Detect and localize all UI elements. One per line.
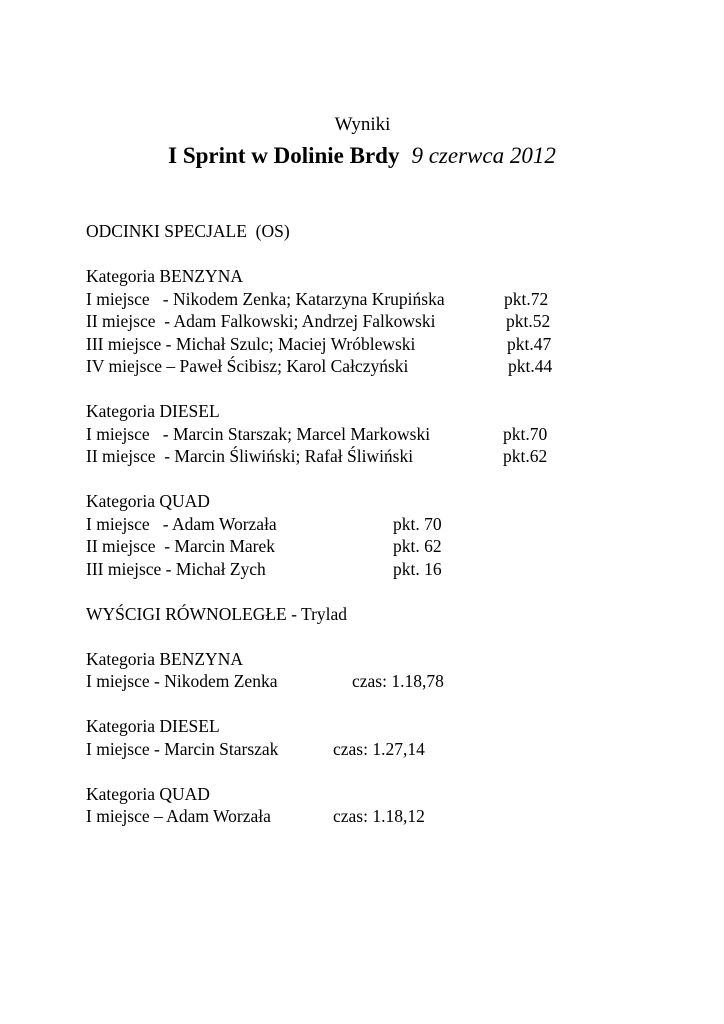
result-place: III miejsce - Michał Zych xyxy=(86,558,266,579)
results-kicker: Wyniki xyxy=(334,114,391,135)
event-date: 9 czerwca 2012 xyxy=(411,143,556,168)
result-row xyxy=(86,558,706,581)
result-score: pkt. 70 xyxy=(393,513,442,534)
result-place: IV miejsce – Paweł Ścibisz; Karol Całczyński xyxy=(86,356,409,376)
result-place: II miejsce - Marcin Marek xyxy=(86,536,276,556)
results-content xyxy=(86,220,706,828)
event-title: I Sprint w Dolinie Brdy xyxy=(168,143,400,168)
result-row xyxy=(86,513,706,536)
result-time: czas: 1.18,78 xyxy=(352,671,444,691)
result-place: I miejsce - Marcin Starszak; Marcel Markowski xyxy=(86,423,431,444)
title-line xyxy=(0,140,724,172)
result-row xyxy=(86,805,706,828)
result-time: czas: 1.18,12 xyxy=(333,806,425,826)
result-score: pkt.44 xyxy=(508,356,553,376)
parallel-quad-label: Kategoria QUAD xyxy=(86,783,210,804)
special-diesel-label: Kategoria DIESEL xyxy=(86,401,220,421)
result-score: pkt.62 xyxy=(503,446,548,466)
result-place: I miejsce - Nikodem Zenka; Katarzyna Krupińska xyxy=(86,288,445,309)
special-stages-heading: ODCINKI SPECJALE (OS) xyxy=(86,221,290,241)
result-row xyxy=(86,423,706,446)
parallel-races-heading: WYŚCIGI RÓWNOLEGŁE - Trylad xyxy=(86,603,348,624)
result-score: pkt.70 xyxy=(503,423,548,444)
result-row xyxy=(86,535,706,558)
result-row xyxy=(86,670,706,693)
title-block xyxy=(0,112,724,172)
result-place: III miejsce - Michał Szulc; Maciej Wróblewski xyxy=(86,333,416,354)
parallel-diesel-label: Kategoria DIESEL xyxy=(86,716,220,736)
result-row xyxy=(86,738,706,761)
result-score: pkt. 62 xyxy=(393,536,442,556)
result-place: I miejsce - Nikodem Zenka xyxy=(86,671,278,691)
result-time: czas: 1.27,14 xyxy=(333,738,425,759)
result-row xyxy=(86,288,706,311)
result-score: pkt.52 xyxy=(506,311,551,331)
result-row xyxy=(86,310,706,333)
special-benzyna-label: Kategoria BENZYNA xyxy=(86,266,243,286)
result-place: I miejsce – Adam Worzała xyxy=(86,806,271,826)
result-row xyxy=(86,355,706,378)
result-score: pkt.72 xyxy=(504,288,549,309)
result-place: I miejsce - Adam Worzała xyxy=(86,513,277,534)
result-place: II miejsce - Marcin Śliwiński; Rafał Śliwiński xyxy=(86,446,414,466)
result-place: II miejsce - Adam Falkowski; Andrzej Falkowski xyxy=(86,311,436,331)
result-place: I miejsce - Marcin Starszak xyxy=(86,738,279,759)
result-row xyxy=(86,445,706,468)
result-score: pkt. 16 xyxy=(393,558,442,579)
result-score: pkt.47 xyxy=(507,333,552,354)
parallel-benzyna-label: Kategoria BENZYNA xyxy=(86,648,243,669)
special-quad-label: Kategoria QUAD xyxy=(86,491,210,511)
result-row xyxy=(86,333,706,356)
